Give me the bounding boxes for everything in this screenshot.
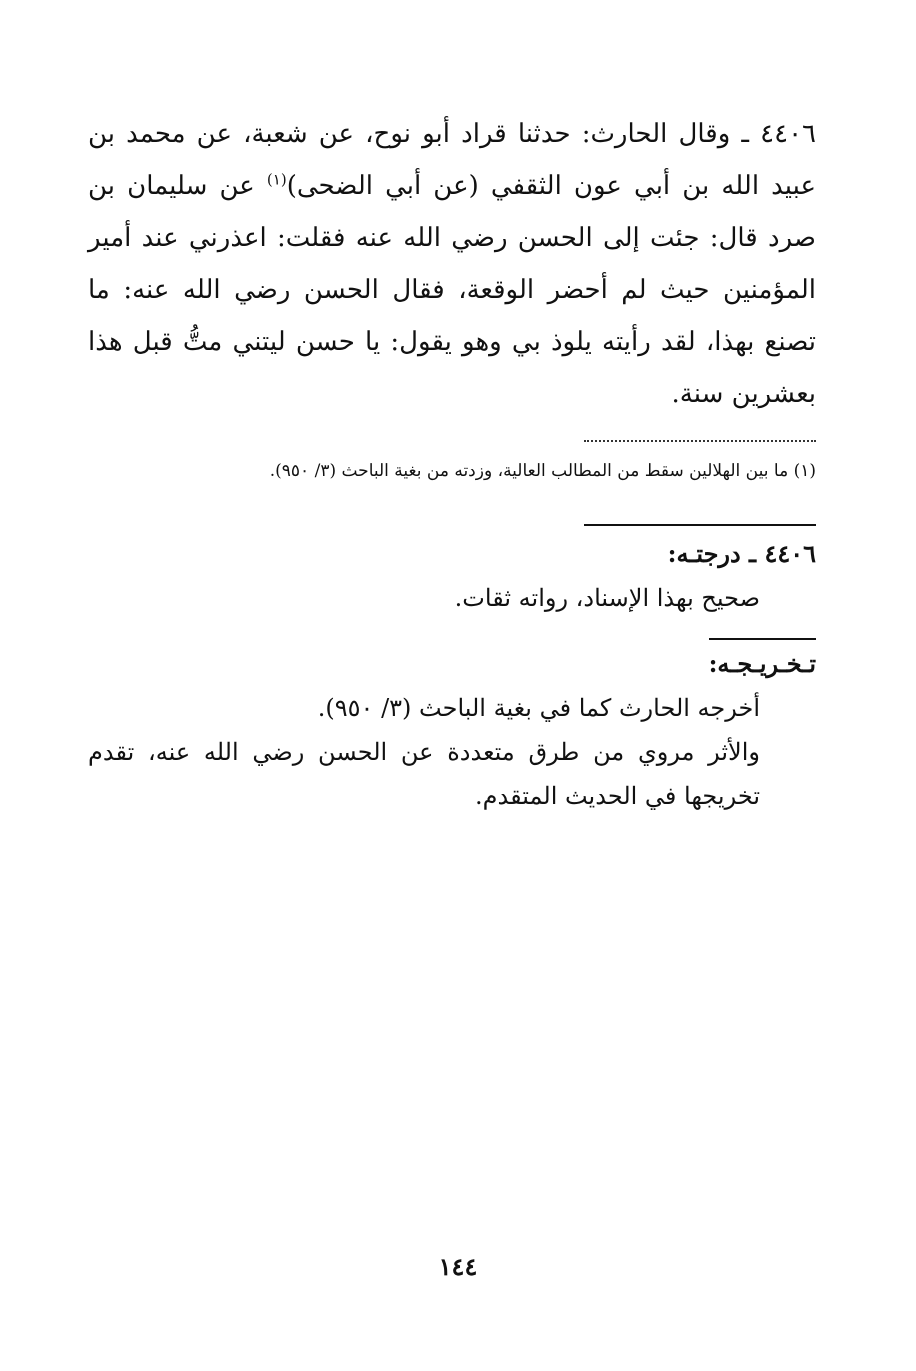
takhrij-line-1: أخرجه الحارث كما في بغية الباحث (٣/ ٩٥٠).	[317, 694, 760, 722]
hadith-text-part1: وقال الحارث: حدثنا قراد أبو نوح، عن شعبة، عن محمد بن عبيد الله بن أبي عون الثقفي (عن أبي الضحى)	[88, 119, 816, 201]
footnote-separator	[584, 440, 816, 448]
takhrij-section	[88, 638, 816, 818]
hadith-dash: ـ	[730, 119, 761, 149]
takhrij-line-2: والأثر مروي من طرق متعددة عن الحسن رضي الله عنه، تقدم تخريجها في الحديث المتقدم.	[88, 738, 760, 810]
page-number: ١٤٤	[438, 1252, 478, 1281]
takhrij-heading-wrap	[88, 638, 816, 686]
hadith-text	[88, 108, 816, 420]
hadith-number: ٤٤٠٦	[760, 119, 816, 149]
takhrij-heading: تـخـريـجـه:	[709, 638, 816, 686]
grading-text: صحيح بهذا الإسناد، رواته ثقات.	[454, 584, 760, 612]
section-divider	[584, 524, 816, 526]
hadith-text-part2: عن سليمان بن صرد قال: جئت إلى الحسن رضي الله عنه فقلت: اعذرني عند أمير المؤمنين حيث لم أحضر الوقعة، فقال الحسن رضي الله عنه: ما تصنع بهذا، لقد رأيته يلوذ بي وهو يقول: يا حسن ليتني متُّ قبل هذا بعشرين سنة.	[88, 171, 817, 409]
footnote: (١) ما بين الهلالين سقط من المطالب العالية، وزدته من بغية الباحث (٣/ ٩٥٠).	[269, 461, 816, 481]
footnote-ref: (١)	[266, 170, 287, 189]
page-body	[88, 108, 816, 818]
grading-heading: ٤٤٠٦ ـ درجتـه:	[667, 539, 816, 568]
